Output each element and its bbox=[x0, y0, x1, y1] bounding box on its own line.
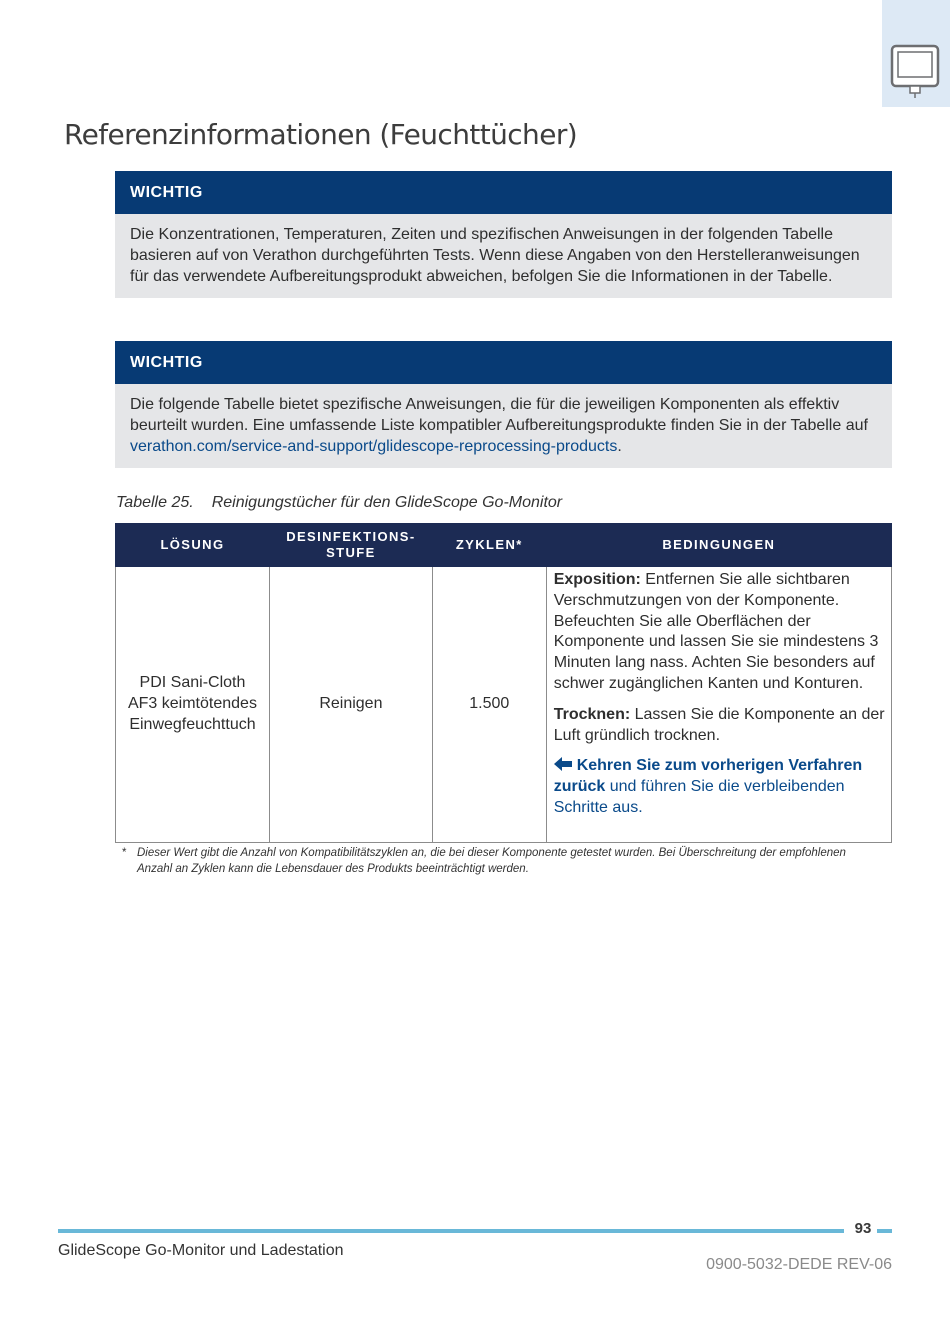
table-number: Tabelle 25. bbox=[116, 494, 194, 511]
table-caption bbox=[116, 494, 562, 512]
cell-level: Reinigen bbox=[269, 567, 432, 843]
solution-line: PDI Sani-Cloth bbox=[139, 674, 246, 692]
header-conditions: BEDINGUNGEN bbox=[546, 524, 891, 567]
footer-rule-end bbox=[877, 1229, 892, 1233]
exposure-text: Entfernen Sie alle sichtbaren Verschmutzungen von der Komponente. Befeuchten Sie alle Oberflächen der Komponente und lassen Sie sie mindestens 3 Minuten lang nass. Achten Sie besonders auf schwer zugänglichen Kanten und Konturen. bbox=[553, 571, 879, 692]
table-footnote bbox=[122, 846, 872, 877]
header-solution: LÖSUNG bbox=[116, 524, 270, 567]
notice-text: Die folgende Tabelle bietet spezifische Anweisungen, die für die jeweiligen Komponenten als effektiv beurteilt wurden. Eine umfassende Liste kompatibler Aufbereitungsprodukte finden Sie in der Tabelle auf bbox=[130, 396, 868, 434]
notice-body bbox=[115, 384, 892, 468]
footer-product: GlideScope Go-Monitor und Ladestation bbox=[58, 1242, 344, 1259]
cleaning-wipes-table bbox=[115, 523, 892, 843]
table-header-row bbox=[116, 524, 892, 567]
section-tab bbox=[882, 0, 950, 107]
header-cycles: ZYKLEN* bbox=[432, 524, 546, 567]
page-title: Referenzinformationen (Feuchttücher) bbox=[64, 118, 578, 151]
return-link-bold: Kehren Sie zum vorherigen Verfahren zurück bbox=[553, 757, 863, 796]
footnote-mark: * bbox=[122, 847, 127, 859]
header-level-line2: STUFE bbox=[326, 545, 376, 560]
notice-body: Die Konzentrationen, Temperaturen, Zeiten und spezifischen Anweisungen in der folgenden Tabelle basieren auf von Verathon durchgeführten Tests. Wenn diese Angaben von den Herstelleranweisungen für das verwendete Aufbereitungsprodukt abweichen, befolgen Sie die Informationen in der Tabelle. bbox=[115, 214, 892, 298]
reprocessing-products-link[interactable]: verathon.com/service-and-support/glidescope-reprocessing-products bbox=[130, 437, 618, 455]
notice-text-end: . bbox=[617, 437, 622, 455]
dry-label: Trocknen: bbox=[553, 705, 631, 723]
arrow-left-icon bbox=[554, 757, 573, 771]
table-title: Reinigungstücher für den GlideScope Go-Monitor bbox=[211, 494, 563, 511]
exposure-paragraph bbox=[554, 570, 885, 695]
dry-paragraph bbox=[554, 705, 885, 747]
dry-text: Lassen Sie die Komponente an der Luft gründlich trocknen. bbox=[553, 705, 885, 744]
header-level-line1: DESINFEKTIONS- bbox=[286, 529, 416, 544]
return-link[interactable] bbox=[554, 756, 885, 818]
page-number: 93 bbox=[854, 1220, 872, 1237]
footer-rule bbox=[58, 1229, 844, 1233]
return-link-rest: und führen Sie die verbleibenden Schritte aus. bbox=[553, 778, 845, 816]
important-notice-1 bbox=[115, 171, 892, 298]
solution-line: Einwegfeuchttuch bbox=[129, 715, 256, 733]
monitor-icon bbox=[890, 44, 942, 102]
footnote-text: Dieser Wert gibt die Anzahl von Kompatibilitätszyklen an, die bei dieser Komponente getestet wurden. Bei Überschreitung der empfohlenen Anzahl an Zyklen kann die Lebensdauer des Produkts beeinträchtigt werden. bbox=[137, 847, 846, 875]
notice-heading: WICHTIG bbox=[115, 341, 892, 384]
exposure-label: Exposition: bbox=[553, 571, 641, 588]
header-disinfection-level bbox=[269, 524, 432, 567]
cell-solution bbox=[116, 567, 270, 843]
notice-heading: WICHTIG bbox=[115, 171, 892, 214]
cell-cycles: 1.500 bbox=[432, 567, 546, 843]
cell-conditions bbox=[546, 567, 891, 843]
table-row bbox=[116, 567, 892, 843]
solution-line: AF3 keimtötendes bbox=[127, 695, 257, 713]
important-notice-2 bbox=[115, 341, 892, 468]
footer-doc-id: 0900-5032-DEDE REV-06 bbox=[706, 1256, 892, 1273]
